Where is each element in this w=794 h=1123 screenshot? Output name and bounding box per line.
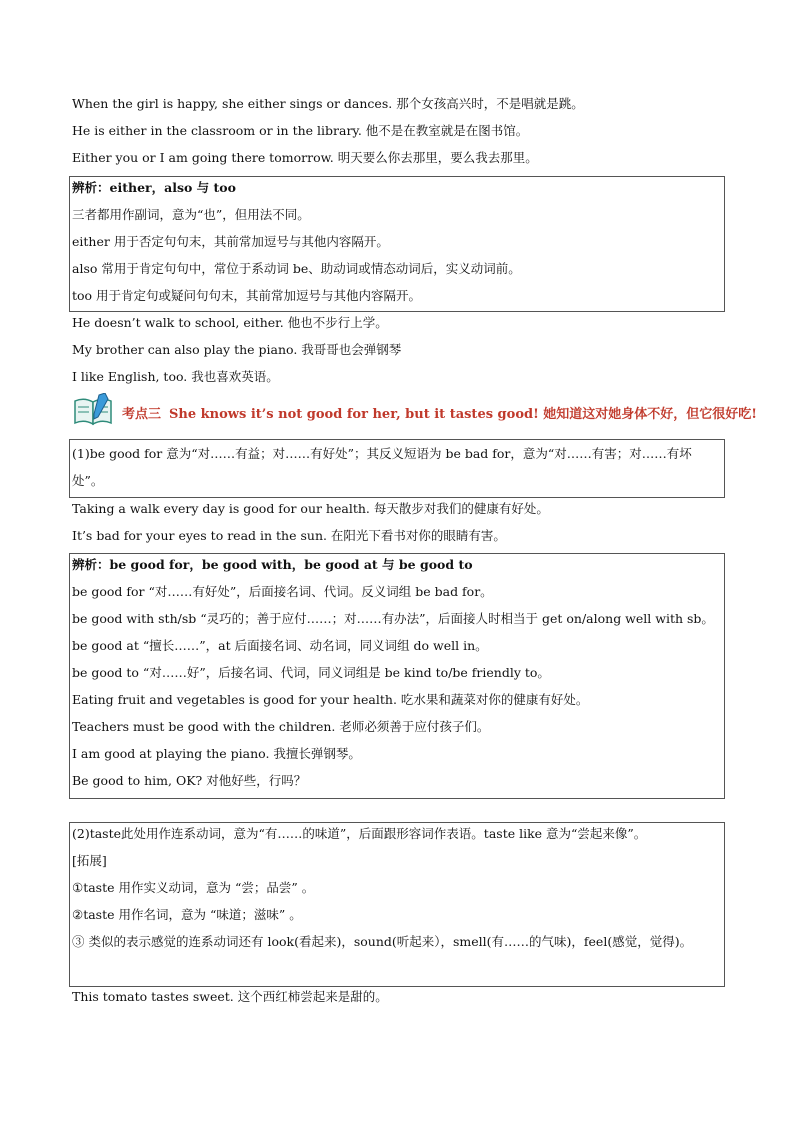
box-line: also 常用于肯定句句中，常位于系动词 be、助动词或情态动词后，实义动词前。 [72, 261, 521, 276]
box-line: ②taste 用作名词，意为 “味道；滋味” 。 [72, 907, 302, 922]
box-line: be good at “擅长……”，at 后面接名词、动名词，同义词组 do well in。 [72, 638, 488, 653]
example-sentence: Taking a walk every day is good for our health. 每天散步对我们的健康有好处。 [72, 501, 549, 516]
box-line: ①taste 用作实义动词，意为 “尝；品尝” 。 [72, 880, 315, 895]
kaodian-label: 考点三 [122, 406, 162, 422]
example-sentence: My brother can also play the piano. 我哥哥也会弹钢琴 [72, 342, 402, 357]
analysis-box-be-good [69, 553, 725, 799]
box-line: be good for “对……有好处”，后面接名词、代词。反义词组 be bad for。 [72, 584, 493, 599]
box-line: 三者都用作副词，意为“也”，但用法不同。 [72, 207, 310, 222]
analysis-box-either-also-too [69, 176, 725, 312]
explanation-box-taste [69, 822, 725, 987]
box-line: [拓展] [72, 853, 107, 868]
box-line: (2)taste此处用作连系动词，意为“有……的味道”，后面跟形容词作表语。taste like 意为“尝起来像”。 [72, 826, 647, 841]
box-line: Teachers must be good with the children. 老师必须善于应付孩子们。 [72, 719, 490, 734]
box-line: Be good to him, OK? 对他好些，行吗？ [72, 773, 307, 788]
box-title: 辨析：be good for，be good with，be good at 与 be good to [72, 557, 473, 572]
explanation-box-be-good-for [69, 439, 725, 498]
example-sentence: This tomato tastes sweet. 这个西红柿尝起来是甜的。 [72, 989, 388, 1004]
example-sentence: He is either in the classroom or in the library. 他不是在教室就是在图书馆。 [72, 123, 529, 138]
box-line: either 用于否定句句末，其前常加逗号与其他内容隔开。 [72, 234, 389, 249]
kaodian-heading [72, 394, 757, 430]
box-line: be good with sth/sb “灵巧的；善于应付……；对……有办法”，后面接人时相当于 get on/along well with sb。 [72, 611, 714, 626]
example-sentence: He doesn’t walk to school, either. 他也不步行上学。 [72, 315, 388, 330]
example-sentence: I like English, too. 我也喜欢英语。 [72, 369, 279, 384]
example-sentence: It’s bad for your eyes to read in the sun. 在阳光下看书对你的眼睛有害。 [72, 528, 506, 543]
box-line: too 用于肯定句或疑问句句末，其前常加逗号与其他内容隔开。 [72, 288, 422, 303]
box-line: Eating fruit and vegetables is good for your health. 吃水果和蔬菜对你的健康有好处。 [72, 692, 589, 707]
kaodian-sentence: She knows it’s not good for her, but it tastes good! 她知道这对她身体不好，但它很好吃! [169, 406, 758, 422]
book-pencil-icon [72, 393, 116, 431]
box-title: 辨析：either，also 与 too [72, 180, 236, 195]
example-sentence: Either you or I am going there tomorrow. 明天要么你去那里，要么我去那里。 [72, 150, 538, 165]
box-line: ③ 类似的表示感觉的连系动词还有 look(看起来)，sound(听起来），smell(有……的气味)，feel(感觉，觉得)。 [72, 934, 693, 949]
box-line: be good to “对……好”，后接名词、代词，同义词组是 be kind to/be friendly to。 [72, 665, 550, 680]
example-sentence: When the girl is happy, she either sings or dances. 那个女孩高兴时，不是唱就是跳。 [72, 96, 584, 111]
box-text: (1)be good for 意为“对……有益；对……有好处”；其反义短语为 be bad for，意为“对……有害；对……有坏处”。 [72, 446, 692, 488]
box-line: I am good at playing the piano. 我擅长弹钢琴。 [72, 746, 361, 761]
